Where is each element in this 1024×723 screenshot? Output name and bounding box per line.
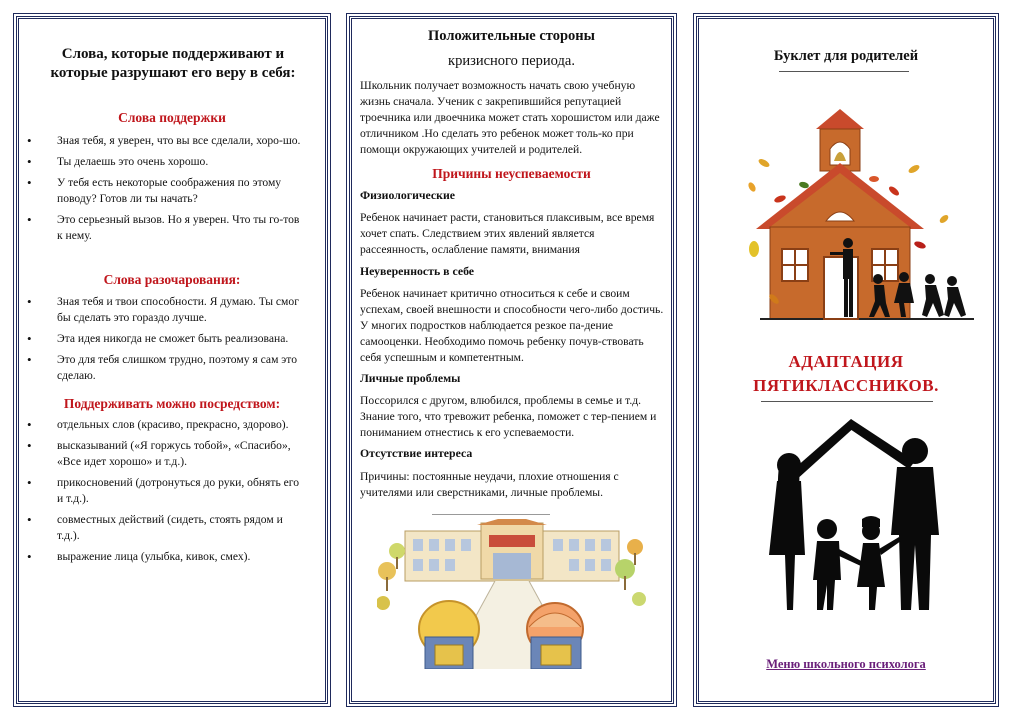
- section-title: Отсутствие интереса: [360, 446, 473, 460]
- positive-heading-line1: Положительные стороны: [428, 28, 595, 44]
- main-title-line1: АДАПТАЦИЯ: [788, 352, 904, 371]
- list-item: • Ты делаешь это очень хорошо.: [25, 154, 307, 170]
- section-text: Поссорился с другом, влюбился, проблемы в семье и т.д. Знание того, что тревожит ребенка, поможет с тер-пением и пониманием отнестись к его успеваемости.: [360, 394, 657, 439]
- list-item: • Это серьезный вызов. Но я уверен. Что ты го-тов к нему.: [25, 212, 307, 244]
- disappoint-title: Слова разочарования:: [103, 272, 241, 287]
- section-title: Неуверенность в себе: [360, 264, 475, 278]
- title-underline: [779, 71, 909, 72]
- section-title: Физиологические: [360, 188, 455, 202]
- list-item: • У тебя есть некоторые соображения по этому поводу? Готов ли ты начать?: [25, 175, 307, 207]
- list-item: • совместных действий (сидеть, стоять рядом и т.д.).: [25, 512, 307, 544]
- title-divider: [761, 401, 933, 402]
- section-text: Ребенок начинает критично относиться к себе и своим успехам, своей внешности и способности чего-либо достичь. У многих подростков наблюдается резкое па-дение самооценки. Необходимо помочь ребенку почув-ствовать себя успешным и компетентным.: [360, 287, 664, 364]
- left-panel: [16, 16, 328, 704]
- footer-link[interactable]: Меню школьного психолога: [766, 657, 926, 671]
- list-item: • прикосновений (дотронуться до руки, обнять его и т.д.).: [25, 475, 307, 507]
- list-item: • Зная тебя, я уверен, что вы все сделали, хоро-шо.: [25, 133, 307, 149]
- section-title: Личные проблемы: [360, 371, 461, 385]
- divider: [432, 514, 550, 515]
- means-list: [25, 417, 307, 570]
- support-list: [25, 133, 307, 249]
- causes-title: Причины неуспеваемости: [432, 166, 591, 181]
- support-title: Слова поддержки: [118, 110, 226, 125]
- list-item: • Это для тебя слишком трудно, поэтому я сам это сделаю.: [25, 352, 307, 384]
- list-item: • Зная тебя и твои способности. Я думаю. Ты смог бы сделать это гораздо лучше.: [25, 294, 307, 326]
- family-silhouette-illustration: [747, 415, 957, 620]
- intro-paragraph: Школьник получает возможность начать свою учебную жизнь сначала. Ученик с закрепившийся репутацией троечника или двоечника может стать хорошистом или даже отличником .Но сделать это ребенок может толь-ко при помощи окружающих учителей и родителей.: [360, 79, 660, 156]
- school-house-illustration: [744, 99, 974, 324]
- positive-heading-line2: кризисного периода.: [448, 53, 575, 69]
- means-title: Поддерживать можно посредством:: [63, 396, 281, 411]
- list-item: • Эта идея никогда не сможет быть реализована.: [25, 331, 307, 347]
- section-text: Причины: постоянные неудачи, плохие отношения с учителями или сверстниками, личные проблемы.: [360, 470, 619, 499]
- section-text: Ребенок начинает расти, становиться плаксивым, все время хочет спать. Следствием этих явлений является рассеянность, ослабление памяти, внимания: [360, 211, 655, 256]
- middle-panel: [349, 16, 674, 704]
- children-school-illustration: [377, 519, 647, 669]
- list-item: • отдельных слов (красиво, прекрасно, здорово).: [25, 417, 307, 433]
- list-item: • высказываний («Я горжусь тобой», «Спасибо», «Все идет хорошо» и т.д.).: [25, 438, 307, 470]
- main-title-line2: ПЯТИКЛАССНИКОВ.: [753, 376, 939, 395]
- list-item: • выражение лица (улыбка, кивок, смех).: [25, 549, 307, 565]
- disappoint-list: [25, 294, 307, 389]
- booklet-title: Буклет для родителей: [773, 48, 919, 64]
- right-panel: [696, 16, 996, 704]
- left-heading: Слова, которые поддерживают и которые разрушают его веру в себя:: [50, 46, 296, 81]
